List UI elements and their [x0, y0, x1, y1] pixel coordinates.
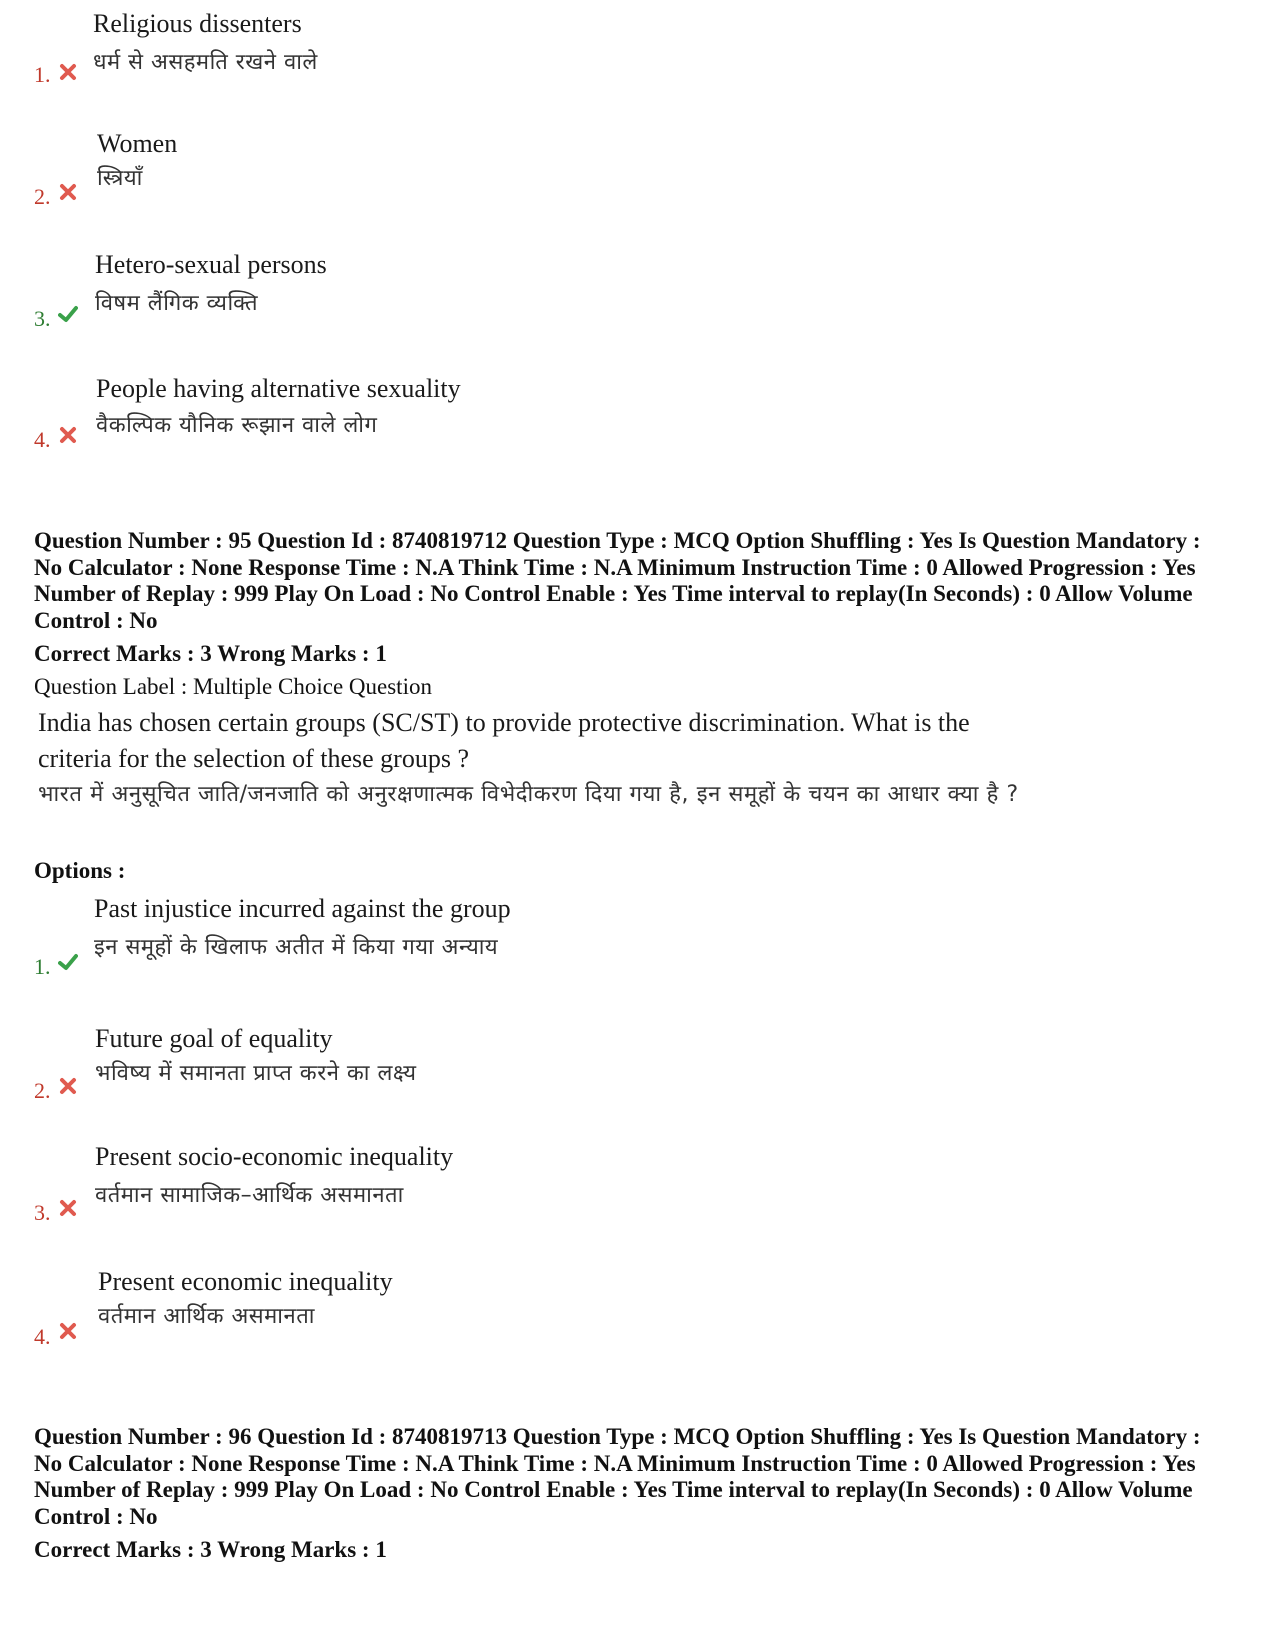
- question-meta: Question Number : 96 Question Id : 8740819713 Question Type : MCQ Option Shuffling : Yes Is Question Mandatory : No Calculator : None Response Time : N.A Think Time : N.A Minimum Instruction Time : 0 Allowed Progression : Yes Number of Replay : 999 Play On Load : No Control Enable : Yes Time interval to replay(In Seconds) : 0 Allow Volume Control : No: [34, 1424, 1201, 1529]
- option-text-hi: वर्तमान आर्थिक असमानता: [98, 1304, 315, 1329]
- list-item: [0, 1266, 1275, 1356]
- option-text-hi: वर्तमान सामाजिक–आर्थिक असमानता: [95, 1183, 404, 1208]
- option-text-en: Present socio-economic inequality: [95, 1142, 454, 1171]
- option-text-en: Hetero-sexual persons: [95, 250, 327, 279]
- option-number: 4.: [34, 427, 51, 452]
- cross-icon: [58, 182, 78, 202]
- question-marks: Correct Marks : 3 Wrong Marks : 1: [34, 641, 387, 666]
- question-text-en: India has chosen certain groups (SC/ST) to provide protective discrimination. What is the criteria for the selection of these groups ?: [38, 708, 970, 773]
- question-meta: Question Number : 95 Question Id : 8740819712 Question Type : MCQ Option Shuffling : Yes Is Question Mandatory : No Calculator : None Response Time : N.A Think Time : N.A Minimum Instruction Time : 0 Allowed Progression : Yes Number of Replay : 999 Play On Load : No Control Enable : Yes Time interval to replay(In Seconds) : 0 Allow Volume Control : No: [34, 528, 1201, 633]
- option-text-en: People having alternative sexuality: [96, 374, 461, 403]
- option-number: 1.: [34, 954, 51, 979]
- question-label: Question Label : Multiple Choice Question: [34, 674, 432, 699]
- list-item: [0, 1023, 1275, 1113]
- list-item: [0, 249, 1275, 339]
- list-item: [0, 8, 1275, 98]
- option-text-hi: स्त्रियाँ: [97, 166, 143, 191]
- option-text-en: Women: [97, 129, 178, 158]
- cross-icon: [58, 1198, 78, 1218]
- list-item: [0, 1141, 1275, 1231]
- cross-icon: [58, 1076, 78, 1096]
- option-text-en: Future goal of equality: [95, 1024, 333, 1053]
- option-text-hi: वैकल्पिक यौनिक रूझान वाले लोग: [96, 413, 378, 438]
- check-icon: [58, 952, 78, 972]
- option-number: 4.: [34, 1324, 51, 1349]
- option-text-hi: इन समूहों के खिलाफ अतीत में किया गया अन्याय: [94, 935, 499, 960]
- cross-icon: [58, 425, 78, 445]
- cross-icon: [58, 1321, 78, 1341]
- option-text-en: Past injustice incurred against the group: [94, 894, 511, 923]
- options-heading: Options :: [34, 858, 126, 883]
- list-item: [0, 893, 1275, 983]
- option-number: 2.: [34, 184, 51, 209]
- check-icon: [58, 304, 78, 324]
- option-text-en: Religious dissenters: [93, 9, 302, 38]
- option-text-hi: धर्म से असहमति रखने वाले: [93, 50, 318, 75]
- option-number: 3.: [34, 306, 51, 331]
- option-text-hi: भविष्य में समानता प्राप्त करने का लक्ष्य: [95, 1061, 417, 1086]
- option-number: 2.: [34, 1078, 51, 1103]
- list-item: [0, 128, 1275, 218]
- option-number: 3.: [34, 1200, 51, 1225]
- option-text-hi: विषम लैंगिक व्यक्ति: [95, 291, 258, 316]
- list-item: [0, 373, 1275, 463]
- option-number: 1.: [34, 62, 51, 87]
- cross-icon: [58, 62, 78, 82]
- option-text-en: Present economic inequality: [98, 1267, 393, 1296]
- question-marks: Correct Marks : 3 Wrong Marks : 1: [34, 1537, 387, 1562]
- question-text-hi: भारत में अनुसूचित जाति/जनजाति को अनुरक्षणात्मक विभेदीकरण दिया गया है, इन समूहों के चयन का आधार क्या है ?: [38, 782, 1019, 807]
